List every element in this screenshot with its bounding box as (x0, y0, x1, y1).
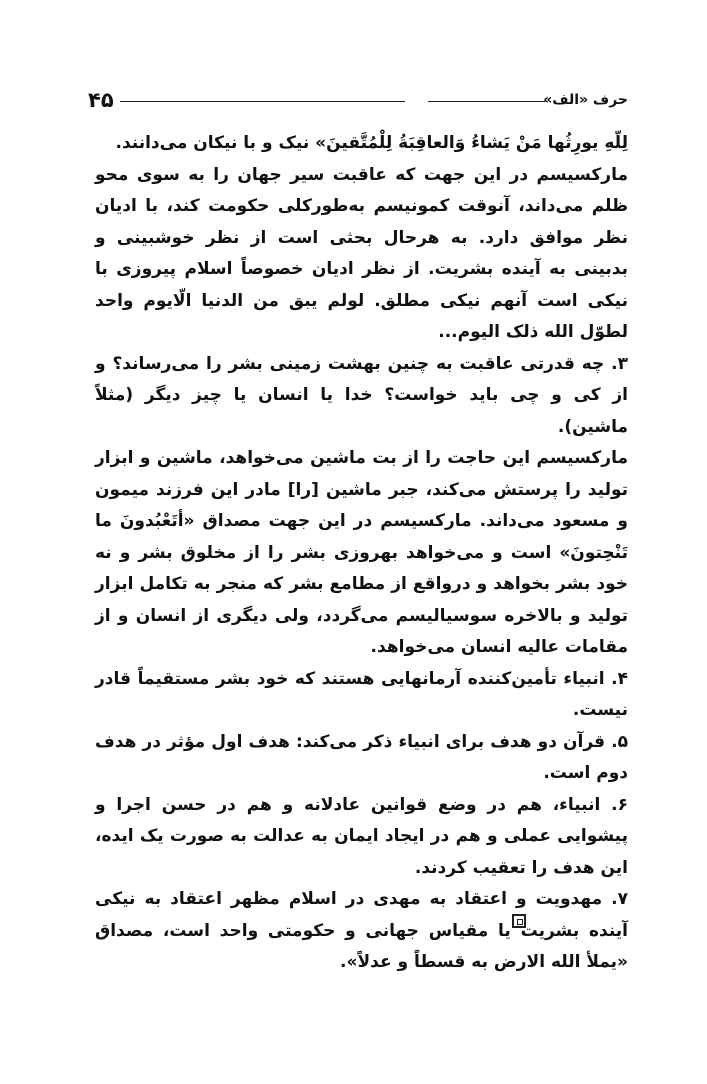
paragraph: مارکسیسم این حاجت را از بت ماشین می‌خواهد، ماشین و ابزار تولید را پرستش می‌کند، جبر ماشین [را] مادر این فرزند میمون و مسعود می‌داند. مارکسیسم در این جهت مصداق «أتَعْبُدونَ ما تَنْحِتونَ» است و می‌خواهد بهروزی بشر را از مخلوق بشر و نه خود بشر بخواهد و درواقع از مطامع بشر که منجر به تکامل ابزار تولید و بالاخره سوسیالیسم می‌گردد، ولی دیگری از انسان و از مقامات عالیه انسان می‌خواهد. (95, 448, 628, 657)
paragraph: لِلّهِ يورِثُها مَنْ يَشاءُ وَالعاقِبَةُ لِلْمُتَّقينَ» نیک و با نیکان می‌دانند. (115, 133, 628, 153)
page-number: ۴۵ (88, 88, 114, 112)
paragraph: ۴. انبیاء تأمین‌کننده آرمانهایی هستند که خود بشر مستقیماً قادر نیست. (95, 668, 628, 720)
paragraph: ۶. انبیاء، هم در وضع قوانین عادلانه و هم در حسن اجرا و پیشوایی عملی و هم در ایجاد ایمان به عدالت به صورت یک ایده، این هدف را تعقیب کردند. (95, 794, 628, 878)
paragraph: ۵. قرآن دو هدف برای انبیاء ذکر می‌کند: هدف اول مؤثر در هدف دوم است. (95, 731, 628, 783)
header-rule (428, 101, 546, 102)
body-text (95, 128, 628, 979)
paragraph: ۳. چه قدرتی عاقبت به چنین بهشت زمینی بشر را می‌رساند؟ و از کی و چی باید خواست؟ خدا یا انسان یا چیز دیگر (مثلاً ماشین). (95, 353, 628, 437)
end-of-section-icon (512, 914, 526, 928)
page-header (88, 86, 628, 116)
section-title: حرف «الف» (543, 92, 628, 108)
paragraph: مارکسیسم در این جهت که عاقبت سیر جهان را به سوی محو ظلم می‌داند، آنوقت کمونیسم به‌طورکلی حکومت کند، با ادیان نظر موافق دارد. به هرحال بحثی است از نظر خوشبینی و بدبینی به آینده بشریت. از نظر ادیان خصوصاً اسلام پیروزی با نیکی است آنهم نیکی مطلق. لولم يبق من الدنيا الّايوم واحد لطوّل الله ذلک اليوم... (95, 164, 628, 342)
header-rule (120, 101, 405, 102)
paragraph: ۷. مهدویت و اعتقاد به مهدی در اسلام مظهر اعتقاد به نیکی آینده بشریت یا مقیاس جهانی و حکومتی واحد است، مصداق «يملأ الله الارض به قسطاً و عدلاً». (95, 889, 628, 972)
